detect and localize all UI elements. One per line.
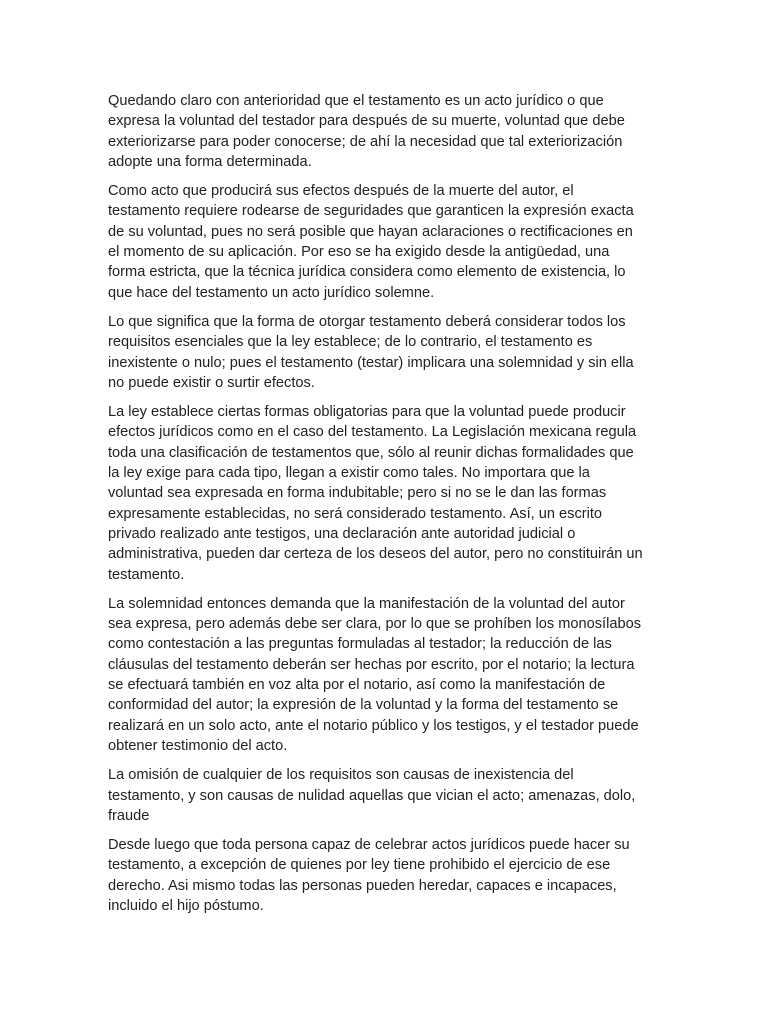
paragraph-3: Lo que significa que la forma de otorgar testamento deberá considerar todos los requisitos esenciales que la ley establece; de lo contrario, el testamento es inexistente o nulo; pues el testamento (testar) implicara una solemnidad y sin ella no puede existir o surtir efectos. [108, 313, 634, 391]
paragraph-2: Como acto que producirá sus efectos después de la muerte del autor, el testamento requiere rodearse de seguridades que garanticen la expresión exacta de su voluntad, pues no será posible que hayan aclaraciones o rectificaciones en el momento de su aplicación. Por eso se ha exigido desde la antigüedad, una forma estricta, que la técnica jurídica considera como elemento de existencia, lo que hace del testamento un acto jurídico solemne. [108, 183, 634, 301]
document-page [108, 91, 664, 925]
paragraph-1: Quedando claro con anterioridad que el testamento es un acto jurídico o que expresa la voluntad del testador para después de su muerte, voluntad que debe exteriorizarse para poder conocerse; de ahí la necesidad que tal exteriorización adopte una forma determinada. [108, 93, 625, 170]
paragraph-7: Desde luego que toda persona capaz de celebrar actos jurídicos puede hacer su testamento, a excepción de quienes por ley tiene prohibido el ejercicio de ese derecho. Asi mismo todas las personas pueden heredar, capaces e incapaces, incluido el hijo póstumo. [108, 837, 630, 914]
paragraph-4: La ley establece ciertas formas obligatorias para que la voluntad puede producir efectos jurídicos como en el caso del testamento. La Legislación mexicana regula toda una clasificación de testamentos que, sólo al reunir dichas formalidades que la ley exige para cada tipo, llegan a existir como tales. No importara que la voluntad sea expresada en forma indubitable; pero si no se le dan las formas expresamente establecidas, no será considerado testamento. Así, un escrito privado realizado ante testigos, una declaración ante autoridad judicial o administrativa, pueden dar certeza de los deseos del autor, pero no constituirán un testamento. [108, 404, 643, 583]
paragraph-6: La omisión de cualquier de los requisitos son causas de inexistencia del testamento, y son causas de nulidad aquellas que vician el acto; amenazas, dolo, fraude [108, 767, 636, 824]
paragraph-5: La solemnidad entonces demanda que la manifestación de la voluntad del autor sea expresa, pero además debe ser clara, por lo que se prohíben los monosílabos como contestación a las preguntas formuladas al testador; la reducción de las cláusulas del testamento deberán ser hechas por escrito, por el notario; la lectura se efectuará también en voz alta por el notario, así como la manifestación de conformidad del autor; la expresión de la voluntad y la forma del testamento se realizará en un solo acto, ante el notario público y los testigos, y el testador puede obtener testimonio del acto. [108, 595, 641, 754]
